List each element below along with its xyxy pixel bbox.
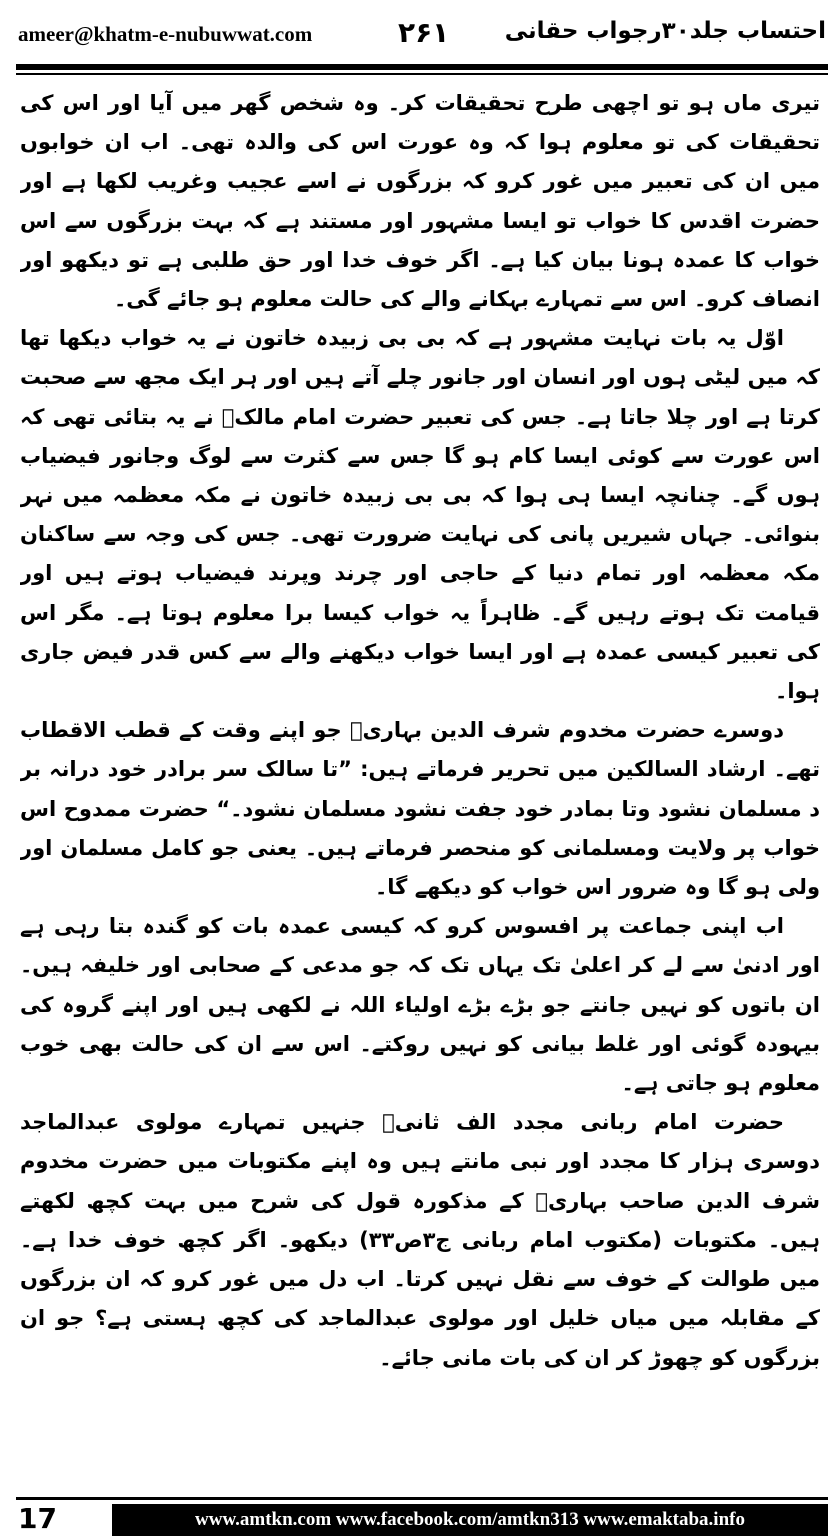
footer-links: www.amtkn.com www.facebook.com/amtkn313 www.emaktaba.info [112, 1504, 828, 1536]
header-rule-thick [16, 64, 828, 70]
header-title: احتساب جلد۳۰رجواب حقانی [504, 18, 826, 44]
header-page-number: ۲۶۱ [398, 16, 450, 49]
body-text [20, 84, 820, 1494]
footer-rule [16, 1497, 828, 1500]
paragraph: حضرت امام ربانی مجدد الف ثانیؒ جنہیں تمہارے مولوی عبدالماجد دوسری ہزار کا مجدد اور نبی مانتے ہیں وہ اپنے مکتوبات میں حضرت مخدوم شرف الدین صاحب بہاریؒ کے مذکورہ قول کی شرح میں بہت کچھ لکھتے ہیں۔ مکتوبات (مکتوب امام ربانی ج۳ص۳۳) دیکھو۔ اگر کچھ خوف خدا ہے۔ میں طوالت کے خوف سے نقل نہیں کرتا۔ اب دل میں غور کرو کہ ان بزرگوں کے مقابلہ میں میاں خلیل اور مولوی عبدالماجد کی کچھ ہستی ہے؟ جو ان بزرگوں کو چھوڑ کر ان کی بات مانی جائے۔ [20, 1110, 820, 1370]
header-email: ameer@khatm-e-nubuwwat.com [18, 22, 313, 46]
footer-sheet-number: 17 [18, 1502, 57, 1535]
paragraph: اب اپنی جماعت پر افسوس کرو کہ کیسی عمدہ بات کو گندہ بتا رہی ہے اور ادنیٰ سے لے کر اعلیٰ تک یہاں تک کہ جو مدعی کے صحابی اور خلیفہ ہیں۔ ان باتوں کو نہیں جانتے جو بڑے بڑے اولیاء اللہ نے لکھی ہیں اور اپنے گروہ کی بیہودہ گوئی اور غلط بیانی کو نہیں روکتے۔ اس سے ان کی حالت بھی خوب معلوم ہو جاتی ہے۔ [20, 914, 820, 1096]
page-header [18, 16, 826, 60]
header-rule-thin [16, 73, 828, 75]
paragraph: دوسرے حضرت مخدوم شرف الدین بہاریؒ جو اپنے وقت کے قطب الاقطاب تھے۔ ارشاد السالکین میں تحریر فرماتے ہیں: ”تا سالک سر برادر خود درانہ بر د مسلمان نشود وتا بمادر خود جفت نشود مسلمان نشود۔“ حضرت ممدوح اس خواب پر ولایت ومسلمانی کو منحصر فرماتے ہیں۔ یعنی جو کامل مسلمان اور ولی ہو گا وہ ضرور اس خواب کو دیکھے گا۔ [20, 718, 820, 900]
paragraph: تیری ماں ہو تو اچھی طرح تحقیقات کر۔ وہ شخص گھر میں آیا اور اس کی تحقیقات کی تو معلوم ہوا کہ وہ عورت اس کی والدہ تھی۔ اب ان خوابوں میں ان کی تعبیر میں غور کرو کہ بزرگوں نے اسے عجیب وغریب لکھا ہے اور حضرت اقدس کا خواب تو ایسا مشہور اور مستند ہے کہ بہت بزرگوں سے اس خواب کا عمدہ ہونا بیان کیا ہے۔ اگر خوف خدا اور حق طلبی ہے تو دیکھو اور انصاف کرو۔ اس سے تمہارے بہکانے والے کی حالت معلوم ہو جائے گی۔ [20, 91, 820, 312]
paragraph: اوّل یہ بات نہایت مشہور ہے کہ بی بی زبیدہ خاتون نے یہ خواب دیکھا تھا کہ میں لیٹی ہوں اور انسان اور جانور چلے آتے ہیں اور ہر ایک مجھ سے صحبت کرتا ہے اور چلا جاتا ہے۔ جس کی تعبیر حضرت امام مالکؒ نے یہ بتائی تھی کہ اس عورت سے کوئی ایسا کام ہو گا جس سے کثرت سے لوگ وجانور فیضیاب ہوں گے۔ چنانچہ ایسا ہی ہوا کہ بی بی زبیدہ خاتون نے مکہ معظمہ میں نہر بنوائی۔ جہاں شیریں پانی کی نہایت ضرورت تھی۔ جس کی وجہ سے ساکنان مکہ معظمہ اور تمام دنیا کے حاجی اور چرند وپرند فیضیاب ہوتے ہیں اور قیامت تک ہوتے رہیں گے۔ ظاہراً یہ خواب کیسا برا معلوم ہوتا ہے۔ مگر اس کی تعبیر کیسی عمدہ ہے اور ایسا خواب دیکھنے والے سے کس قدر فیض جاری ہوا۔ [20, 326, 820, 704]
